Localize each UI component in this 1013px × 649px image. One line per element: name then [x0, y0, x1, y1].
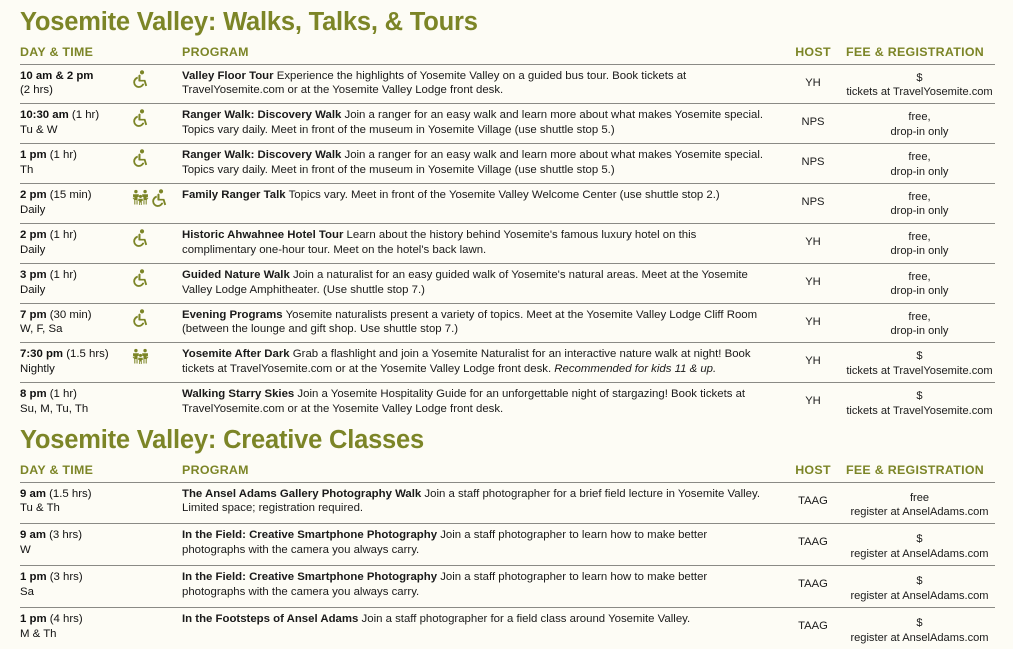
- duration-value: (1 hr): [68, 109, 100, 122]
- days-value: M & Th: [20, 627, 57, 640]
- schedule-table: [20, 45, 995, 423]
- cell-day-time: [20, 383, 132, 422]
- cell-program: [182, 104, 782, 144]
- cell-fee-registration: [844, 144, 995, 184]
- program-name: In the Field: Creative Smartphone Photography: [182, 571, 438, 584]
- registration-info: drop-in only: [890, 165, 949, 178]
- cell-program: [182, 482, 782, 524]
- cell-fee-registration: [844, 303, 995, 343]
- time-value: 7 pm: [20, 308, 47, 321]
- cell-host: TAAG: [798, 578, 828, 591]
- cell-host: YH: [805, 395, 821, 408]
- program-description: Join a naturalist for an easy guided walk of Yosemite's natural areas. Meet at the Yosemite Valley Lodge Amphitheater. (Use shuttle stop 7.): [182, 268, 748, 296]
- registration-info: drop-in only: [890, 324, 949, 337]
- cell-program: [182, 263, 782, 303]
- cell-day-time: [20, 263, 132, 303]
- time-value: 2 pm: [20, 189, 47, 202]
- duration-value: (4 hrs): [46, 613, 83, 626]
- cell-fee-registration: [844, 343, 995, 383]
- table-header: [20, 45, 995, 65]
- cell-day-time: [20, 303, 132, 343]
- duration-value: (1 hr): [46, 228, 77, 241]
- table-row: [20, 524, 995, 566]
- time-value: 9 am: [20, 487, 46, 500]
- cell-accessibility-icons: [132, 303, 182, 343]
- column-header-program: PROGRAM: [182, 44, 249, 59]
- cell-fee-registration: [844, 223, 995, 263]
- section-title: Yosemite Valley: Walks, Talks, & Tours: [20, 8, 478, 36]
- fee-amount: $: [916, 71, 923, 84]
- cell-fee-registration: [844, 482, 995, 524]
- cell-fee-registration: [844, 263, 995, 303]
- cell-accessibility-icons: [132, 144, 182, 184]
- cell-host: TAAG: [798, 494, 828, 507]
- fee-amount: $: [916, 390, 923, 403]
- cell-day-time: [20, 64, 132, 104]
- fee-amount: free,: [908, 270, 931, 283]
- duration-value: (30 min): [46, 308, 92, 321]
- fee-amount: $: [916, 617, 923, 630]
- registration-info: tickets at TravelYosemite.com: [846, 404, 993, 417]
- cell-program: [182, 343, 782, 383]
- cell-host: YH: [805, 235, 821, 248]
- program-name: Guided Nature Walk: [182, 268, 290, 281]
- table-row: [20, 343, 995, 383]
- cell-program: [182, 144, 782, 184]
- days-value: Daily: [20, 243, 46, 256]
- cell-host: NPS: [801, 156, 825, 169]
- table-row: [20, 482, 995, 524]
- cell-day-time: [20, 524, 132, 566]
- table-row: [20, 383, 995, 422]
- table-row: [20, 566, 995, 608]
- program-description: Join a ranger for an easy walk and learn more about what makes Yosemite special. Topics vary daily. Meet in front of the museum in Yosemite Village (use shuttle stop 5.): [182, 109, 764, 137]
- cell-host: TAAG: [798, 536, 828, 549]
- cell-fee-registration: [844, 184, 995, 224]
- program-name: Evening Programs: [182, 308, 283, 321]
- time-value: 7:30 pm: [20, 348, 64, 361]
- cell-accessibility-icons: [132, 524, 182, 566]
- program-name: The Ansel Adams Gallery Photography Walk: [182, 487, 422, 500]
- table-row: [20, 223, 995, 263]
- cell-day-time: [20, 566, 132, 608]
- cell-accessibility-icons: [132, 566, 182, 608]
- fee-amount: free,: [908, 310, 931, 323]
- days-value: W: [20, 544, 31, 557]
- fee-amount: free,: [908, 191, 931, 204]
- table-row: [20, 263, 995, 303]
- duration-value: (3 hrs): [45, 529, 83, 542]
- duration-value: (1 hr): [46, 149, 77, 162]
- table-body: [20, 64, 995, 422]
- days-value: Nightly: [20, 363, 55, 376]
- program-name: Yosemite After Dark: [182, 348, 290, 361]
- wheelchair-icon: [151, 189, 168, 212]
- days-value: Su, M, Tu, Th: [20, 403, 89, 416]
- program-description: Join a staff photographer for a field class around Yosemite Valley.: [358, 613, 691, 626]
- cell-fee-registration: [844, 524, 995, 566]
- cell-day-time: [20, 482, 132, 524]
- cell-fee-registration: [844, 104, 995, 144]
- time-value: 10 am & 2 pm: [20, 69, 94, 82]
- column-header-host: HOST: [795, 462, 831, 477]
- duration-value: (1 hr): [46, 388, 77, 401]
- program-description: Yosemite naturalists present a variety of topics. Meet at the Yosemite Valley Lodge Cliff Room (between the lounge and gift shop. Use shuttle stop 7.): [182, 308, 758, 336]
- days-value: Th: [20, 164, 34, 177]
- column-header-icons: [132, 463, 182, 483]
- cell-host: YH: [805, 275, 821, 288]
- wheelchair-icon: [132, 309, 149, 332]
- cell-host: YH: [805, 76, 821, 89]
- duration-value: (1.5 hrs): [63, 348, 109, 361]
- table-row: [20, 184, 995, 224]
- column-header-host: HOST: [795, 44, 831, 59]
- days-value: W, F, Sa: [20, 323, 63, 336]
- table-row: [20, 64, 995, 104]
- program-description: Join a ranger for an easy walk and learn more about what makes Yosemite special. Topics vary daily. Meet in front of the museum in Yosemite Village (use shuttle stop 5.): [182, 149, 764, 177]
- program-description: Join a staff photographer to learn how to make better photographs with the camera you always carry.: [182, 529, 708, 557]
- cell-day-time: [20, 144, 132, 184]
- wheelchair-icon: [132, 229, 149, 252]
- fee-amount: free,: [908, 111, 931, 124]
- cell-program: [182, 608, 782, 649]
- program-description: Join a Yosemite Hospitality Guide for an unforgettable night of stargazing! Book tickets at TravelYosemite.com or at the Yosemite Valley Lodge front desk.: [182, 388, 746, 416]
- cell-fee-registration: [844, 383, 995, 422]
- program-name: In the Field: Creative Smartphone Photography: [182, 529, 438, 542]
- wheelchair-icon: [132, 70, 149, 93]
- wheelchair-icon: [132, 149, 149, 172]
- program-note: Recommended for kids 11 & up.: [554, 363, 717, 376]
- program-description: Grab a flashlight and join a Yosemite Naturalist for an interactive nature walk at night! Book tickets at TravelYosemite.com or at the Yosemite Valley Lodge front desk.: [182, 348, 751, 376]
- fee-amount: $: [916, 533, 923, 546]
- table-row: [20, 104, 995, 144]
- registration-info: register at AnselAdams.com: [850, 589, 989, 602]
- cell-accessibility-icons: [132, 104, 182, 144]
- fee-amount: free,: [908, 230, 931, 243]
- registration-info: drop-in only: [890, 205, 949, 218]
- cell-host: YH: [805, 315, 821, 328]
- table-header: [20, 463, 995, 483]
- program-name: Walking Starry Skies: [182, 388, 295, 401]
- duration-value: (15 min): [46, 189, 92, 202]
- program-description: Experience the highlights of Yosemite Valley on a guided bus tour. Book tickets at TravelYosemite.com or at the Yosemite Valley Lodge front desk.: [182, 69, 687, 97]
- family-icon: [132, 348, 149, 371]
- time-value: 1 pm: [20, 149, 47, 162]
- program-description: Topics vary. Meet in front of the Yosemite Valley Welcome Center (use shuttle stop 2.): [285, 189, 720, 202]
- cell-accessibility-icons: [132, 608, 182, 649]
- days-value: (2 hrs): [20, 84, 53, 97]
- program-description: Join a staff photographer for a brief field lecture in Yosemite Valley. Limited space; registration required.: [182, 487, 761, 515]
- time-value: 1 pm: [20, 571, 47, 584]
- registration-info: tickets at TravelYosemite.com: [846, 364, 993, 377]
- program-name: Ranger Walk: Discovery Walk: [182, 149, 342, 162]
- time-value: 8 pm: [20, 388, 47, 401]
- registration-info: drop-in only: [890, 285, 949, 298]
- days-value: Tu & W: [20, 124, 58, 137]
- table-row: [20, 144, 995, 184]
- cell-accessibility-icons: [132, 64, 182, 104]
- fee-amount: free,: [908, 151, 931, 164]
- cell-program: [182, 383, 782, 422]
- cell-accessibility-icons: [132, 482, 182, 524]
- cell-program: [182, 566, 782, 608]
- cell-fee-registration: [844, 64, 995, 104]
- section-title: Yosemite Valley: Creative Classes: [20, 426, 425, 455]
- days-value: Sa: [20, 586, 34, 599]
- days-value: Tu & Th: [20, 502, 60, 515]
- column-header-icons: [132, 45, 182, 65]
- wheelchair-icon: [132, 109, 149, 132]
- days-value: Daily: [20, 283, 46, 296]
- table-row: [20, 303, 995, 343]
- cell-program: [182, 303, 782, 343]
- registration-info: register at AnselAdams.com: [850, 631, 989, 644]
- wheelchair-icon: [132, 269, 149, 292]
- table-body: [20, 482, 995, 649]
- column-header-program: PROGRAM: [182, 462, 249, 477]
- fee-amount: free: [909, 491, 930, 504]
- registration-info: drop-in only: [890, 125, 949, 138]
- cell-host: NPS: [801, 196, 825, 209]
- column-header-day-time: DAY & TIME: [20, 462, 94, 477]
- cell-day-time: [20, 608, 132, 649]
- cell-program: [182, 223, 782, 263]
- family-icon: [132, 189, 149, 212]
- time-value: 10:30 am: [20, 109, 69, 122]
- days-value: Daily: [20, 203, 46, 216]
- duration-value: (1 hr): [46, 268, 77, 281]
- cell-day-time: [20, 343, 132, 383]
- program-name: Ranger Walk: Discovery Walk: [182, 109, 342, 122]
- time-value: 1 pm: [20, 613, 47, 626]
- fee-amount: $: [916, 575, 923, 588]
- section-creative-classes: [0, 422, 1013, 649]
- cell-accessibility-icons: [132, 343, 182, 383]
- program-description: Join a staff photographer to learn how to make better photographs with the camera you always carry.: [182, 571, 708, 599]
- registration-info: tickets at TravelYosemite.com: [846, 85, 993, 98]
- time-value: 2 pm: [20, 228, 47, 241]
- cell-host: TAAG: [798, 620, 828, 633]
- cell-accessibility-icons: [132, 263, 182, 303]
- program-name: Valley Floor Tour: [182, 69, 274, 82]
- program-name: Family Ranger Talk: [182, 189, 286, 202]
- cell-host: YH: [805, 355, 821, 368]
- cell-accessibility-icons: [132, 383, 182, 422]
- cell-accessibility-icons: [132, 223, 182, 263]
- column-header-fee: FEE & REGISTRATION: [846, 462, 985, 477]
- duration-value: (3 hrs): [46, 571, 83, 584]
- cell-fee-registration: [844, 566, 995, 608]
- cell-host: NPS: [801, 116, 825, 129]
- fee-amount: $: [916, 350, 923, 363]
- cell-day-time: [20, 184, 132, 224]
- registration-info: register at AnselAdams.com: [850, 547, 989, 560]
- table-row: [20, 608, 995, 649]
- cell-accessibility-icons: [132, 184, 182, 224]
- cell-day-time: [20, 104, 132, 144]
- column-header-day-time: DAY & TIME: [20, 44, 94, 59]
- time-value: 9 am: [20, 529, 46, 542]
- column-header-fee: FEE & REGISTRATION: [846, 44, 985, 59]
- cell-day-time: [20, 223, 132, 263]
- cell-program: [182, 184, 782, 224]
- registration-info: drop-in only: [890, 245, 949, 258]
- cell-program: [182, 64, 782, 104]
- program-name: In the Footsteps of Ansel Adams: [182, 613, 359, 626]
- registration-info: register at AnselAdams.com: [850, 506, 989, 519]
- program-name: Historic Ahwahnee Hotel Tour: [182, 228, 344, 241]
- cell-fee-registration: [844, 608, 995, 649]
- cell-program: [182, 524, 782, 566]
- time-value: 3 pm: [20, 268, 47, 281]
- program-description: Learn about the history behind Yosemite's famous luxury hotel on this complimentary one-hour tour. Meet on the hotel's back lawn.: [182, 228, 697, 256]
- duration-value: (1.5 hrs): [45, 487, 92, 500]
- schedule-table: [20, 463, 995, 649]
